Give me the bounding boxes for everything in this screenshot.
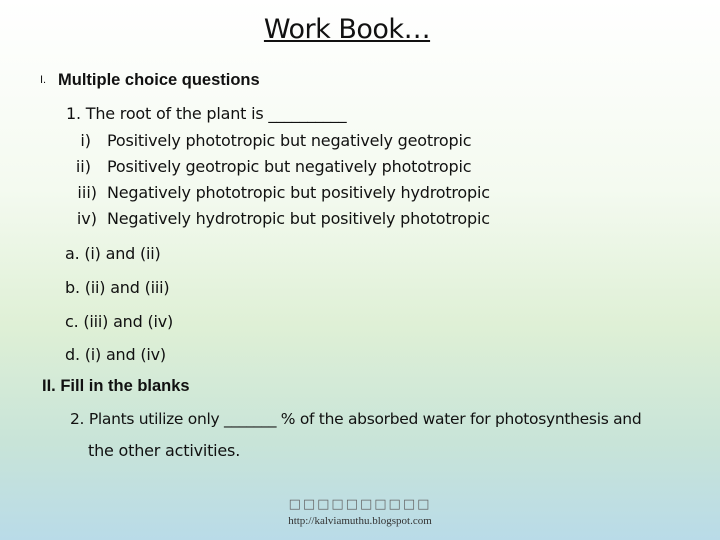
option-2-text: Positively geotropic but negatively phototropic <box>107 157 472 176</box>
section2-heading: II. Fill in the blanks <box>42 377 190 395</box>
option-2-number: ii) <box>75 157 91 176</box>
question-2-line2: the other activities. <box>88 441 241 460</box>
option-1-text: Positively phototropic but negatively geotropic <box>107 131 472 150</box>
question-1: 1. The root of the plant is __________ <box>66 104 347 123</box>
answer-d: d. (i) and (iv) <box>65 345 166 364</box>
option-4-text: Negatively hydrotropic but positively phototropic <box>107 209 490 228</box>
answer-a: a. (i) and (ii) <box>65 244 161 263</box>
question-2-line1: 2. Plants utilize only _______ % of the absorbed water for photosynthesis and <box>70 410 642 428</box>
answer-b: b. (ii) and (iii) <box>65 278 170 297</box>
option-3-number: iii) <box>77 183 97 202</box>
option-4-number: iv) <box>76 209 97 228</box>
section1-number: I. <box>40 74 47 86</box>
page-title: Work Book… <box>263 14 431 45</box>
option-1-number: i) <box>80 131 91 150</box>
option-3-text: Negatively phototropic but positively hydrotropic <box>107 183 490 202</box>
section1-heading: Multiple choice questions <box>58 71 260 89</box>
answer-c: c. (iii) and (iv) <box>65 312 174 331</box>
footer-url[interactable]: http://kalviamuthu.blogspot.com <box>288 515 432 527</box>
footer-glyphs: □□□□□□□□□□ <box>288 497 432 512</box>
